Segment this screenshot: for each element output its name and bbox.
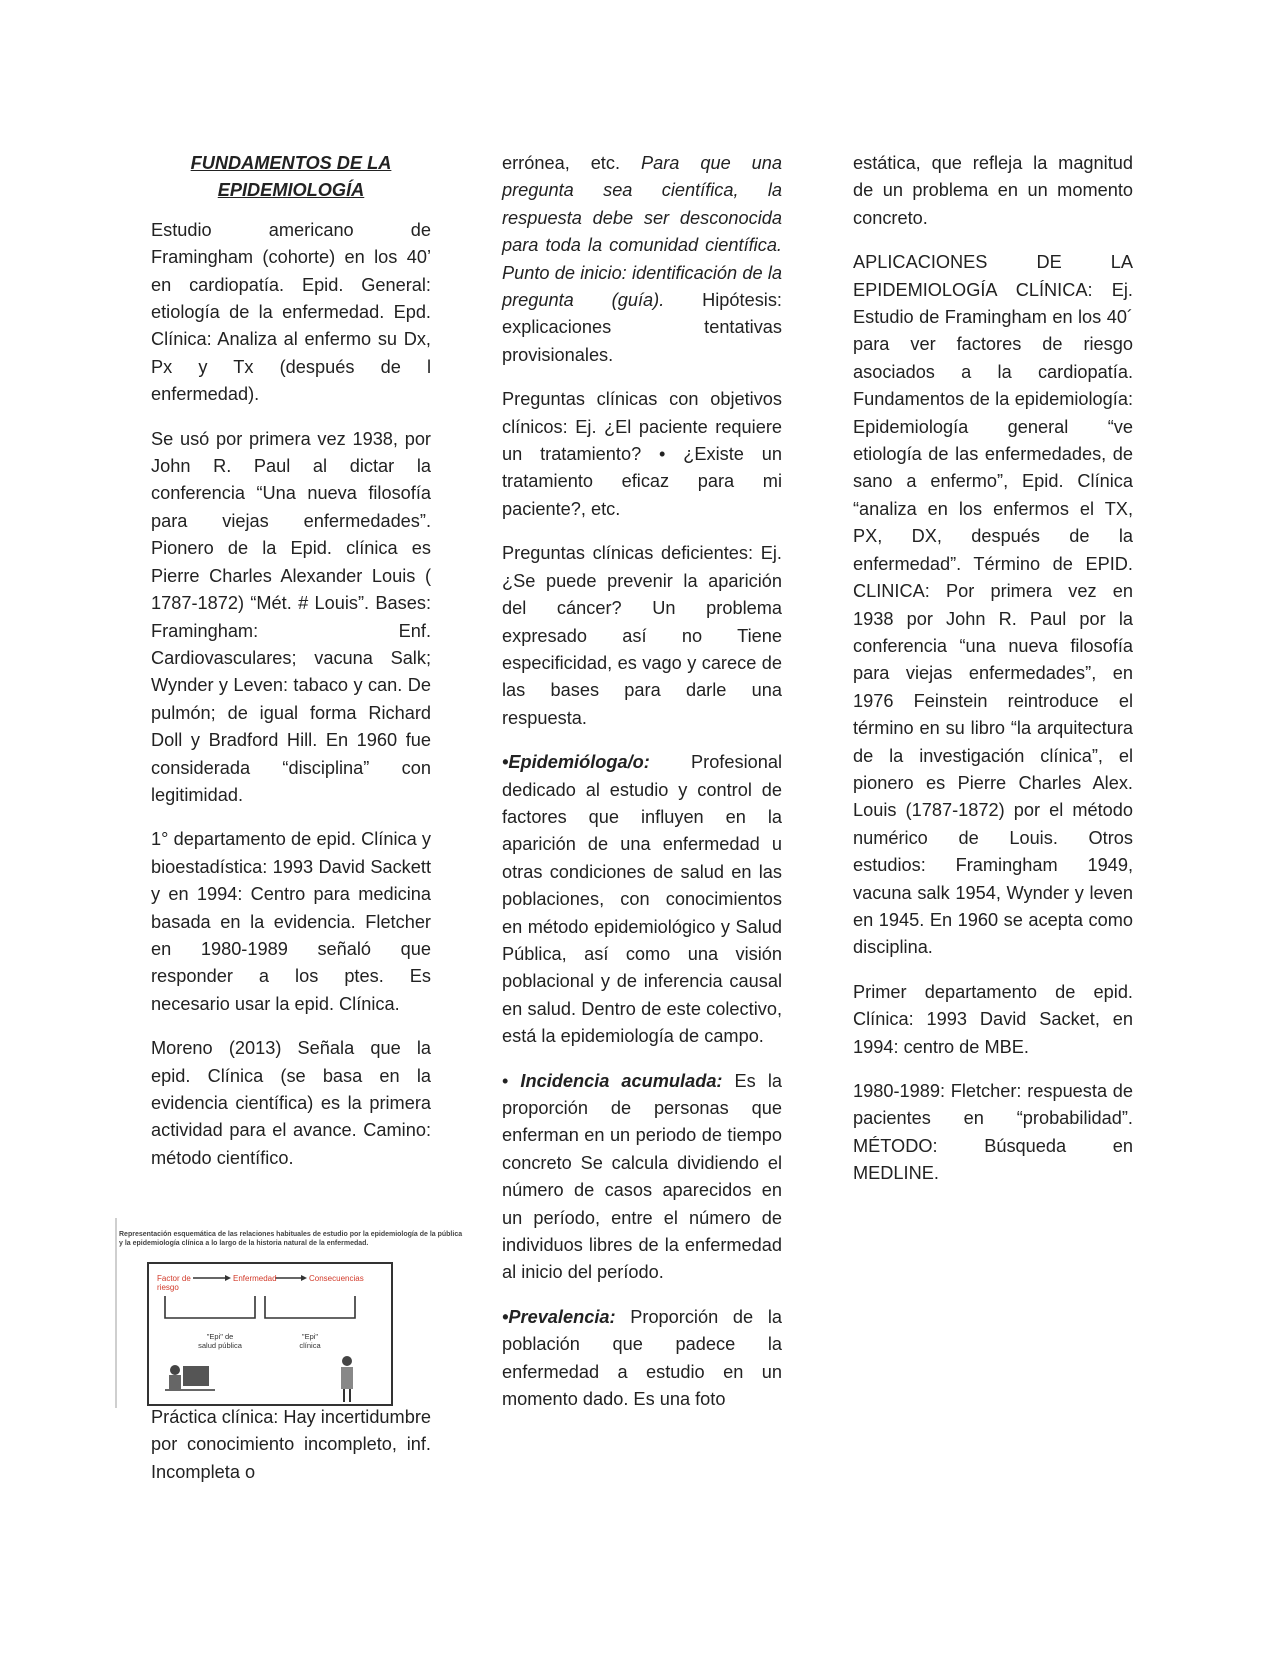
- term-epidemiologa: •Epidemióloga/o:: [502, 752, 650, 773]
- bracket-salud-publica: [165, 1296, 255, 1318]
- column-2: [502, 150, 782, 1430]
- bullet-incidencia: •: [502, 1070, 521, 1091]
- label-epi-clinica-line1: "Epi": [301, 1332, 319, 1341]
- column-1: [151, 150, 431, 1189]
- paragraph-framingham: Estudio americano de Framingham (cohorte) en los 40’ en cardiopatía. Epid. General: etiología de la enfermedad. Epd. Clínica: Analiza al enfermo su Dx, Px y Tx (después de l enfermedad).: [151, 219, 431, 405]
- paragraph-origin: Se usó por primera vez 1938, por John R. Paul al dictar la conferencia “Una nueva filosofía para viejas enfermedades”. Pionero de la Epid. clínica es Pierre Charles Alexander Louis ( 1787-1872) “Mét. # Louis”. Bases: Framingham: Enf. Cardiovasculares; vacuna Salk; Wynder y Leven: tabaco y can. De pulmón; de igual forma Richard Doll y Bradford Hill. En 1960 fue considerada “disciplina” con legitimidad.: [151, 428, 431, 805]
- paragraph-incidencia: [502, 1068, 782, 1287]
- label-epi-clinica-line2: clínica: [299, 1340, 321, 1350]
- label-epi-clinica: [285, 1333, 335, 1350]
- paragraph-preguntas-deficientes: Preguntas clínicas deficientes: Ej. ¿Se puede prevenir la aparición del cáncer? Un problema expresado así no Tiene especificidad, es vago y carece de las bases para darle una respuesta.: [502, 543, 782, 728]
- text-pregunta-italic: Para que una pregunta sea científica, la respuesta debe ser desconocida para toda la comunidad científica. Punto de inicio: identificación de la pregunta (guía).: [502, 153, 782, 311]
- paragraph-estatica: estática, que refleja la magnitud de un problema en un momento concreto.: [853, 153, 1133, 228]
- paragraph-preguntas-clinicas: Preguntas clínicas con objetivos clínicos: Ej. ¿El paciente requiere un tratamiento? • ¿Existe un tratamiento eficaz para mi paciente?, etc.: [502, 389, 782, 519]
- term-prevalencia: •Prevalencia:: [502, 1306, 616, 1327]
- doctor-coat: [341, 1367, 353, 1389]
- text-erronea: errónea, etc.: [502, 153, 641, 173]
- paragraph-aplicaciones: APLICACIONES DE LA EPIDEMIOLOGÍA CLÍNICA: Ej. Estudio de Framingham en los 40´ para ver factores de riesgo asociados a la cardiopatía. Fundamentos de la epidemiología: Epidemiología general “ve etiología de las enfermedades, de sano a enfermo”, Epid. Clínica “analiza en los enfermos el TX, PX, DX, después de la enfermedad”. Término de EPID. CLINICA: Por primera vez en 1938 por John R. Paul por la conferencia “una nueva filosofía para viejas enfermedades”, en 1976 Feinstein reintroduce el término en su libro “la arquitectura de la investigación clínica”, el pionero es Pierre Charles Alex. Louis (1787-1872) por el método numérico de Louis. Otros estudios: Framingham 1949, vacuna salk 1954, Wynder y leven en 1945. En 1960 se acepta como disciplina.: [853, 252, 1133, 958]
- paragraph-prevalencia: [502, 1304, 782, 1414]
- paragraph-department: 1° departamento de epid. Clínica y bioestadística: 1993 David Sackett y en 1994: Centro para medicina basada en la evidencia. Fletcher en 1980-1989 señaló que responder a los ptes. Es necesario usar la epid. Clínica.: [151, 829, 431, 1014]
- person-head: [170, 1365, 180, 1375]
- title-line-1: FUNDAMENTOS DE LA: [190, 153, 392, 173]
- arrow-head-1: [225, 1275, 231, 1281]
- column-3: [853, 150, 1133, 1205]
- label-factor-line2: riesgo: [157, 1283, 179, 1292]
- paragraph-epidemiologa: [502, 749, 782, 1050]
- title-line-2: EPIDEMIOLOGÍA: [217, 180, 365, 201]
- page-title: [151, 150, 431, 205]
- diagram-lines: [115, 1218, 465, 1408]
- epidemiology-diagram: [115, 1218, 465, 1408]
- paragraph-pregunta-cientifica: [502, 150, 782, 369]
- label-epi-publica-line2: salud pública: [198, 1340, 242, 1350]
- paragraph-moreno: Moreno (2013) Señala que la epid. Clínica (se basa en la evidencia científica) es la primera actividad para el avance. Camino: método científico.: [151, 1038, 431, 1168]
- label-consecuencias: Consecuencias: [309, 1274, 364, 1283]
- column-1-bottom: [151, 1404, 431, 1486]
- desk-figure: [183, 1366, 209, 1386]
- paragraph-fletcher: 1980-1989: Fletcher: respuesta de pacientes en “probabilidad”. MÉTODO: Búsqueda en MEDLINE.: [853, 1081, 1133, 1184]
- figure-caption: Representación esquemática de las relaciones habituales de estudio por la epidemiología de la pública y la epidemiología clínica a lo largo de la historia natural de la enfermedad.: [119, 1231, 463, 1247]
- text-hipotesis: Hipótesis: explicaciones tentativas provisionales.: [502, 290, 782, 365]
- label-factor-line1: Factor de: [157, 1274, 191, 1283]
- label-enfermedad: Enfermedad: [233, 1274, 277, 1283]
- arrow-head-2: [301, 1275, 307, 1281]
- person-body: [169, 1375, 181, 1389]
- paragraph-primer-departamento: Primer departamento de epid. Clínica: 1993 David Sacket, en 1994: centro de MBE.: [853, 981, 1133, 1057]
- paragraph-practica-clinica: Práctica clínica: Hay incertidumbre por conocimiento incompleto, inf. Incompleta o: [151, 1407, 431, 1482]
- definition-epidemiologa: Profesional dedicado al estudio y control de factores que influyen en la aparición de una enfermedad u otras condiciones de salud en las poblaciones, con conocimientos en método epidemiológico y Salud Pública, así como una visión poblacional y de inferencia causal en salud. Dentro de este colectivo, está la epidemiología de campo.: [502, 752, 782, 1047]
- label-epi-publica-line1: "Epi" de: [206, 1332, 234, 1341]
- label-epi-salud-publica: [185, 1333, 255, 1350]
- doctor-head: [342, 1356, 352, 1366]
- term-incidencia: Incidencia acumulada:: [520, 1070, 723, 1091]
- definition-incidencia: Es la proporción de personas que enferman en un periodo de tiempo concreto Se calcula dividiendo el número de casos aparecidos en un período, entre el número de individuos libres de la enfermedad al inicio del período.: [502, 1070, 782, 1283]
- bracket-clinica: [265, 1296, 355, 1318]
- definition-prevalencia: Proporción de la población que padece la enfermedad a estudio en un momento dado. Es una foto: [502, 1306, 782, 1410]
- label-factor-de-riesgo: [157, 1274, 191, 1292]
